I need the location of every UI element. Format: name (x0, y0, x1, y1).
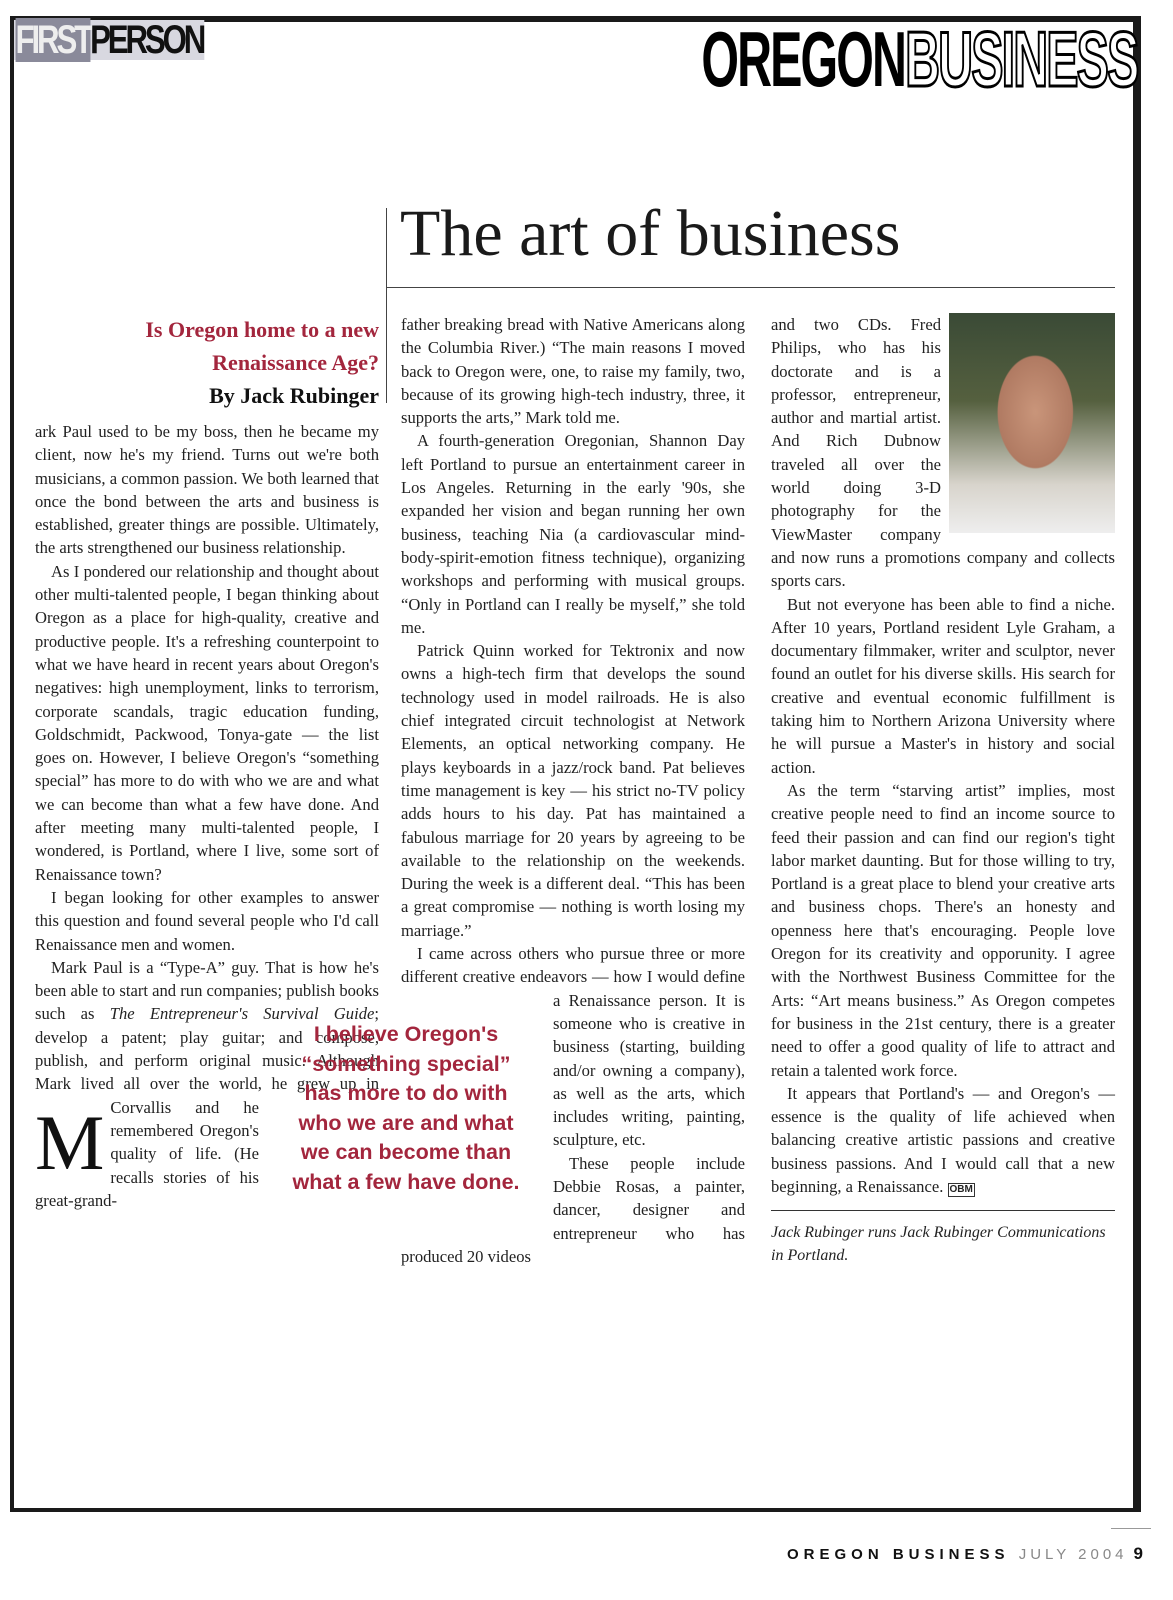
paragraph (771, 1082, 1115, 1198)
paragraph: father breaking bread with Native Americans along the Columbia River.) “The main reasons I moved back to Oregon were, one, to raise my family, two, because of its growing high-tech industry, three, it supports the arts,” Mark told me. (401, 315, 745, 428)
article-title: The art of business (400, 197, 901, 270)
author-bio: Jack Rubinger runs Jack Rubinger Communications in Portland. (771, 1224, 1106, 1265)
paragraph: A fourth-generation Oregonian, Shannon Day left Portland to pursue an entertainment career in Los Angeles. Returning in the early '90s, she expanded her vision and began running her own business, teaching Nia (a cardiovascular mind-body-spirit-emotion fitness technique), organizing workshops and performing with musical groups. “Only in Portland can I really be myself,” she told me. (401, 431, 745, 637)
kicker: Is Oregon home to a new Renaissance Age? (145, 317, 379, 375)
drop-cap: M (35, 1099, 105, 1186)
paragraph: As I pondered our relationship and thought about other multi-talented people, I began thinking about Oregon as a place for high-quality, creative and productive people. It's a refreshing counterpoint to what we have heard in recent years about Oregon's negatives: high unemployment, links to terrorism, corporate scandals, tragic education funding, Goldschmidt, Packwood, Tonya-gate — the list goes on. However, I believe Oregon's “something special” has more to do with who we are and what we can become than what a few have done. And after meeting many multi-talented people, I wondered, is Portland, where I live, some sort of Renaissance town? (35, 561, 379, 884)
author-subject-photo (949, 313, 1115, 533)
footer-rule (1111, 1528, 1151, 1529)
section-label (14, 20, 205, 60)
pull-quote: I believe Oregon's “something special” has more to do with who we are and what we can become than what a few have done. (292, 1022, 520, 1194)
page-number: 9 (1133, 1544, 1143, 1563)
paragraph: But not everyone has been able to find a niche. After 10 years, Portland resident Lyle Graham, a documentary filmmaker, writer and sculptor, never found an outlet for his diverse skills. His search for creative and eventual economic fulfillment is taking him to Northern Arizona University where he will pursue a Master's in history and social action. (771, 594, 1115, 777)
column-3 (771, 313, 1115, 1267)
book-title: The Entrepreneur's Survival Guide (109, 1004, 375, 1024)
end-mark-icon: OBM (949, 1183, 973, 1195)
footer-date: JULY 2004 (1018, 1546, 1128, 1563)
byline: By Jack Rubinger (209, 383, 379, 408)
bio-rule (771, 1210, 1115, 1211)
logo-business: BUSINESS (904, 15, 1137, 103)
logo-oregon: OREGON (700, 15, 905, 103)
magazine-logo (700, 15, 1137, 103)
paragraph: Patrick Quinn worked for Tektronix and now owns a high-tech firm that develops the sound technology used in model railroads. He is also chief integrated circuit technologist at Network Elements, an optical networking company. He plays keyboards in a jazz/rock band. Pat believes time management is key — his strict no-TV policy adds hours to his day. Pat has maintained a fabulous marriage for 20 years by agreeing to be available to the relationship on the weekends. During the week is a different deal. “This has been a great compromise — nothing is worth losing my marriage.” (401, 641, 745, 940)
paragraph-text: It appears that Portland's — and Oregon's — essence is the quality of life achieved when balancing creative artistic passions and creative business passions. And I would call that a new beginning, a Renaissance. (771, 1083, 1115, 1196)
section-label-second: PERSON (90, 18, 204, 62)
page-footer (787, 1544, 1143, 1564)
paragraph-text: Mark Paul is a “Type-A” guy. That is how he's been able to start and run companies; publish books such as (35, 957, 379, 1024)
paragraph: I came across others who pursue three or more different creative endeavors — how I would define a Renaissance person. It is someone who is creative in business (starting, building and/or owning a company), as well as the arts, which includes writing, painting, sculpture, etc. (401, 944, 745, 1150)
title-vertical-rule (386, 208, 387, 403)
paragraph: As the term “starving artist” implies, most creative people need to find an income source to feed their passion and can find our region's tight labor market daunting. But for those willing to try, Portland is a great place to blend your creative arts and business chops. There's an honesty and openness here that's encouraging. People love Oregon for its creativity and opporunity. I agree with the Northwest Business Committee for the Arts: “Art means business.” As Oregon competes for business in the 21st century, there is a greater need to offer a good quality of life to attract and retain a talented work force. (771, 780, 1115, 1080)
title-rule (386, 287, 1115, 288)
paragraph: I began looking for other examples to answer this question and found several people who I'd call Renaissance men and women. (35, 887, 379, 954)
paragraph-text: ; develop a patent; play guitar; and compose, publish, and perform original music. Although Mark lived all over the world, he grew up in Corvallis and he remembered Oregon's quality of life. (He recalls stories of his great-grand- (35, 1004, 379, 1210)
paragraph: These people include Debbie Rosas, a painter, dancer, designer and entrepreneur who has produced 20 videos (401, 1153, 745, 1266)
footer-publication: OREGON BUSINESS (786, 1546, 1010, 1563)
paragraph: and two CDs. Fred Philips, who has his doctorate and is a professor, entrepreneur, author and martial artist. And Rich Dubnow traveled all over the world doing 3-D photography for the ViewMaster company and now runs a promotions company and collects sports cars. (771, 315, 1115, 591)
paragraph-text: ark Paul used to be my boss, then he became my client, now he's my friend. Turns out we're both musicians, a common passion. We both learned that once the bond between the arts and business is established, greater things are possible. Ultimately, the arts strengthened our business relationship. (35, 422, 379, 558)
section-label-first: FIRST (15, 18, 91, 62)
